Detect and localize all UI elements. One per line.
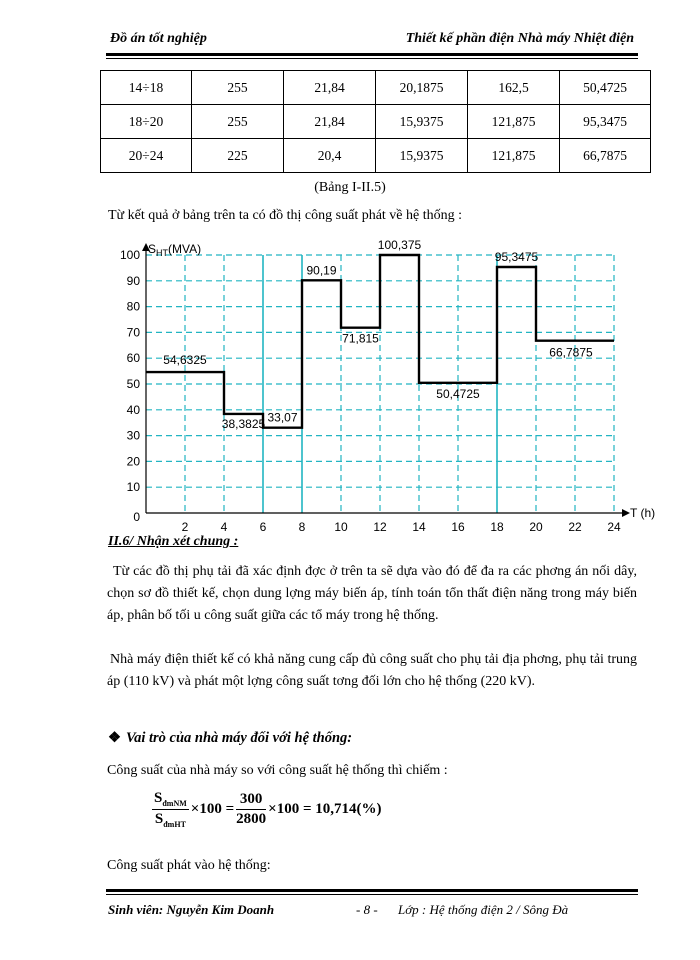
x-tick-label: 4	[220, 520, 228, 534]
table-cell: 21,84	[284, 105, 376, 139]
paragraph-general-remarks: Từ các đồ thị phụ tải đã xác định đợc ở trên ta sẽ dựa vào đó để đa ra các phơng án nối dây, chọn sơ đồ thiết kế, chọn dung lợng máy biến áp, tính toán tổn thất điện năng trong máy biến áp, phân bố tối u công suất giữa các tổ máy trong hệ thống.	[107, 564, 637, 623]
after-formula-text: Công suất phát vào hệ thống:	[107, 858, 271, 873]
x-axis-arrow-icon	[622, 509, 630, 517]
x-tick-label: 2	[181, 520, 189, 534]
table-cell: 121,875	[468, 105, 560, 139]
data-label: 100,375	[377, 238, 422, 252]
data-label: 50,4725	[436, 386, 480, 401]
data-label: 71,815	[342, 331, 379, 346]
x-axis-label: T (h)	[630, 506, 656, 520]
y-tick-label: 30	[126, 428, 140, 443]
y-tick-label: 10	[126, 480, 140, 495]
chart-intro-text: Từ kết quả ở bảng trên ta có đồ thị công suất phát về hệ thống :	[108, 208, 463, 223]
data-label: 66,7875	[549, 345, 593, 360]
role-heading-text: Vai trò của nhà máy đối với hệ thống:	[126, 730, 353, 746]
table-cell: 121,875	[468, 139, 560, 173]
y-tick-label: 80	[126, 299, 140, 314]
formula-times: ×100 =	[190, 801, 235, 817]
header-rule-thick	[106, 53, 638, 56]
x-tick-label: 8	[298, 520, 306, 534]
table-cell: 15,9375	[376, 139, 468, 173]
table-row	[101, 139, 651, 173]
y-axis-label: $S_{HT}(MVA)$	[148, 242, 202, 258]
footer-class: Lớp : Hệ thống điện 2 / Sông Đà	[398, 902, 569, 917]
formula-result: ×100 = 10,714(%)	[268, 801, 382, 817]
footer-student: Sinh viên: Nguyễn Kim Doanh	[108, 902, 275, 917]
table-cell: 18÷20	[101, 105, 192, 139]
y-tick-label: 100	[119, 248, 140, 262]
formula-num1: S	[154, 790, 163, 806]
y-tick-label: 60	[126, 351, 140, 366]
data-label: 95,3475	[494, 250, 539, 265]
table-cell: 66,7875	[560, 139, 651, 173]
y-tick-label: 40	[126, 402, 140, 417]
table-cell: 20,1875	[376, 71, 468, 105]
diamond-bullet-icon: ❖	[108, 730, 121, 746]
ratio-formula	[152, 790, 384, 829]
table-cell: 255	[192, 105, 284, 139]
y-tick-label: 70	[126, 325, 140, 340]
paragraph-plant-capacity: Nhà máy điện thiết kế có khả năng cung cấp đủ công suất cho phụ tải địa phơng, phụ tải trung áp (110 kV) và phát một lợng công suất tơng đối lớn cho hệ thống (220 kV).	[107, 652, 637, 689]
x-tick-label: 6	[259, 520, 267, 534]
x-tick-label: 12	[373, 520, 387, 534]
header-rule-thin	[106, 58, 638, 59]
table-cell: 50,4725	[560, 71, 651, 105]
table-cell: 20,4	[284, 139, 376, 173]
data-label: 33,07	[267, 410, 298, 425]
table-cell: 225	[192, 139, 284, 173]
footer-rule-thin	[106, 894, 638, 895]
y-tick-label: 20	[126, 454, 140, 469]
page-header	[108, 30, 636, 50]
table-cell: 95,3475	[560, 105, 651, 139]
data-label: 90,19	[306, 263, 337, 278]
formula-fraction-2	[236, 791, 266, 828]
x-tick-label: 10	[334, 520, 348, 534]
section-title: II.6/ Nhận xét chung :	[108, 534, 239, 549]
load-table	[100, 70, 651, 173]
table-cell: 20÷24	[101, 139, 192, 173]
formula-den2: 2800	[236, 811, 267, 827]
page-footer	[108, 902, 638, 922]
data-label: 38,3825	[221, 416, 266, 431]
data-label: 54,6325	[163, 353, 207, 368]
x-tick-label: 16	[451, 520, 465, 534]
table-caption: (Bảng I-II.5)	[314, 180, 386, 195]
table-row	[101, 105, 651, 139]
power-chart-svg	[92, 238, 656, 537]
table-row	[101, 71, 651, 105]
role-heading	[108, 730, 352, 747]
power-chart	[92, 238, 656, 537]
table-cell: 162,5	[468, 71, 560, 105]
x-tick-label: 18	[490, 520, 504, 534]
table-cell: 14÷18	[101, 71, 192, 105]
formula-num2: 300	[236, 791, 266, 810]
x-tick-label: 24	[607, 520, 621, 534]
table-cell: 255	[192, 71, 284, 105]
x-tick-label: 14	[412, 520, 426, 534]
y-tick-label: 0	[133, 510, 140, 524]
x-tick-label: 22	[568, 520, 582, 534]
header-right-title: Thiết kế phần điện Nhà máy Nhiệt điện	[405, 31, 634, 46]
formula-den1-sub: đmHT	[163, 820, 186, 829]
footer-rule-thick	[106, 889, 638, 892]
formula-den1: S	[154, 811, 164, 827]
formula-fraction-1	[152, 790, 189, 829]
y-tick-label: 50	[126, 377, 140, 391]
y-tick-label: 90	[126, 273, 140, 288]
page-number: - 8 -	[356, 902, 378, 917]
x-tick-label: 20	[529, 520, 543, 534]
role-text: Công suất của nhà máy so với công suất hệ thống thì chiếm :	[107, 763, 448, 778]
table-cell: 21,84	[284, 71, 376, 105]
formula-num1-sub: đmNM	[162, 799, 187, 808]
header-left-title: Đồ án tốt nghiệp	[110, 31, 207, 46]
table-cell: 15,9375	[376, 105, 468, 139]
